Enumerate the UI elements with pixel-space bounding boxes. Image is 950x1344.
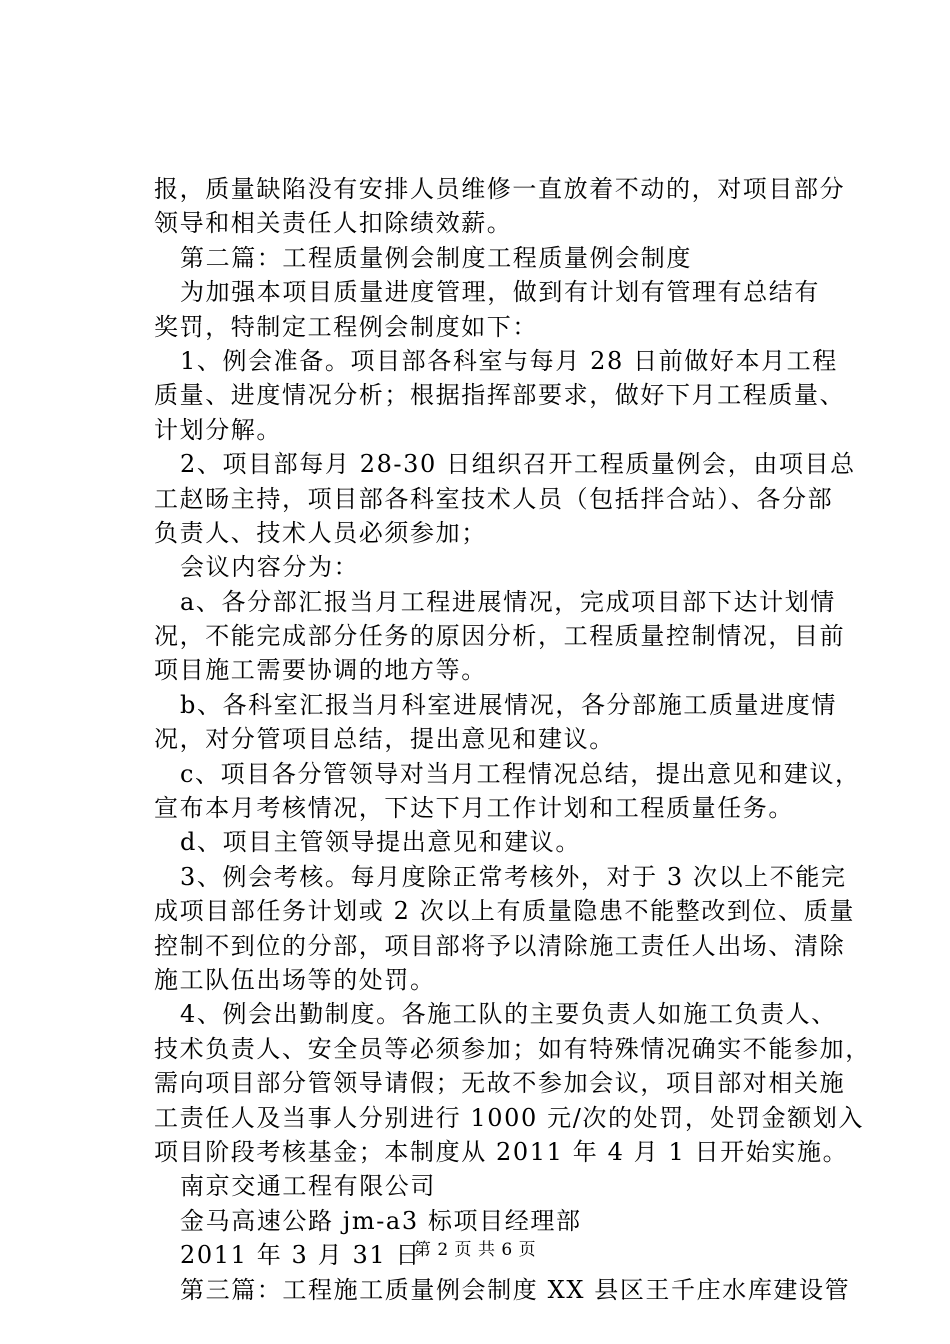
- text-line: c、项目各分管领导对当月工程情况总结，提出意见和建议，: [180, 759, 861, 788]
- text-line: 质量、进度情况分析；根据指挥部要求，做好下月工程质量、: [154, 381, 846, 410]
- text-line: 项目阶段考核基金；本制度从 2011 年 4 月 1 日开始实施。: [154, 1137, 849, 1166]
- text-line: 需向项目部分管领导请假；无故不参加会议，项目部对相关施: [154, 1069, 846, 1098]
- text-line: 为加强本项目质量进度管理，做到有计划有管理有总结有: [180, 278, 820, 307]
- text-line: a、各分部汇报当月工程进展情况，完成项目部下达计划情: [180, 587, 836, 616]
- text-line: 金马高速公路 jm-a3 标项目经理部: [180, 1206, 582, 1235]
- document-body: [154, 172, 871, 1307]
- text-line: 况，对分管项目总结，提出意见和建议。: [154, 725, 615, 754]
- text-line: 会议内容分为：: [180, 553, 360, 582]
- text-line: 2、项目部每月 28-30 日组织召开工程质量例会，由项目总: [180, 450, 856, 479]
- text-line: 工赵旸主持，项目部各科室技术人员（包括拌合站）、各分部: [154, 484, 834, 513]
- text-line: 工责任人及当事人分别进行 1000 元/次的处罚，处罚金额划入: [154, 1103, 865, 1132]
- text-line: 领导和相关责任人扣除绩效薪。: [154, 209, 513, 238]
- text-line: 第二篇：工程质量例会制度工程质量例会制度: [180, 243, 692, 272]
- text-line: 成项目部任务计划或 2 次以上有质量隐患不能整改到位、质量: [154, 897, 855, 926]
- text-line: 计划分解。: [154, 415, 282, 444]
- text-line: 负责人、技术人员必须参加；: [154, 518, 487, 547]
- text-line: d、项目主管领导提出意见和建议。: [180, 828, 581, 857]
- text-line: 2011 年 3 月 31 日: [180, 1241, 422, 1270]
- text-line: 1、例会准备。项目部各科室与每月 28 日前做好本月工程: [180, 346, 838, 375]
- text-line: 宣布本月考核情况，下达下月工作计划和工程质量任务。: [154, 794, 794, 823]
- text-line: 奖罚，特制定工程例会制度如下：: [154, 312, 538, 341]
- text-line: 第三篇：工程施工质量例会制度 XX 县区王千庄水库建设管: [180, 1275, 851, 1304]
- text-line: 报，质量缺陷没有安排人员维修一直放着不动的，对项目部分: [154, 175, 846, 203]
- text-line: 技术负责人、安全员等必须参加；如有特殊情况确实不能参加，: [154, 1034, 871, 1063]
- text-line: 控制不到位的分部，项目部将予以清除施工责任人出场、清除: [154, 931, 846, 960]
- text-line: b、各科室汇报当月科室进展情况，各分部施工质量进度情: [180, 690, 837, 719]
- text-line: 4、例会出勤制度。各施工队的主要负责人如施工负责人、: [180, 1000, 837, 1029]
- page-number-footer: 第 2 页 共 6 页: [413, 1240, 537, 1260]
- text-line: 施工队伍出场等的处罚。: [154, 965, 436, 994]
- text-line: 况，不能完成部分任务的原因分析，工程质量控制情况，目前: [154, 622, 846, 651]
- text-line: 3、例会考核。每月度除正常考核外，对于 3 次以上不能完: [180, 862, 847, 891]
- text-line: 项目施工需要协调的地方等。: [154, 656, 487, 685]
- text-line: 南京交通工程有限公司: [180, 1172, 436, 1201]
